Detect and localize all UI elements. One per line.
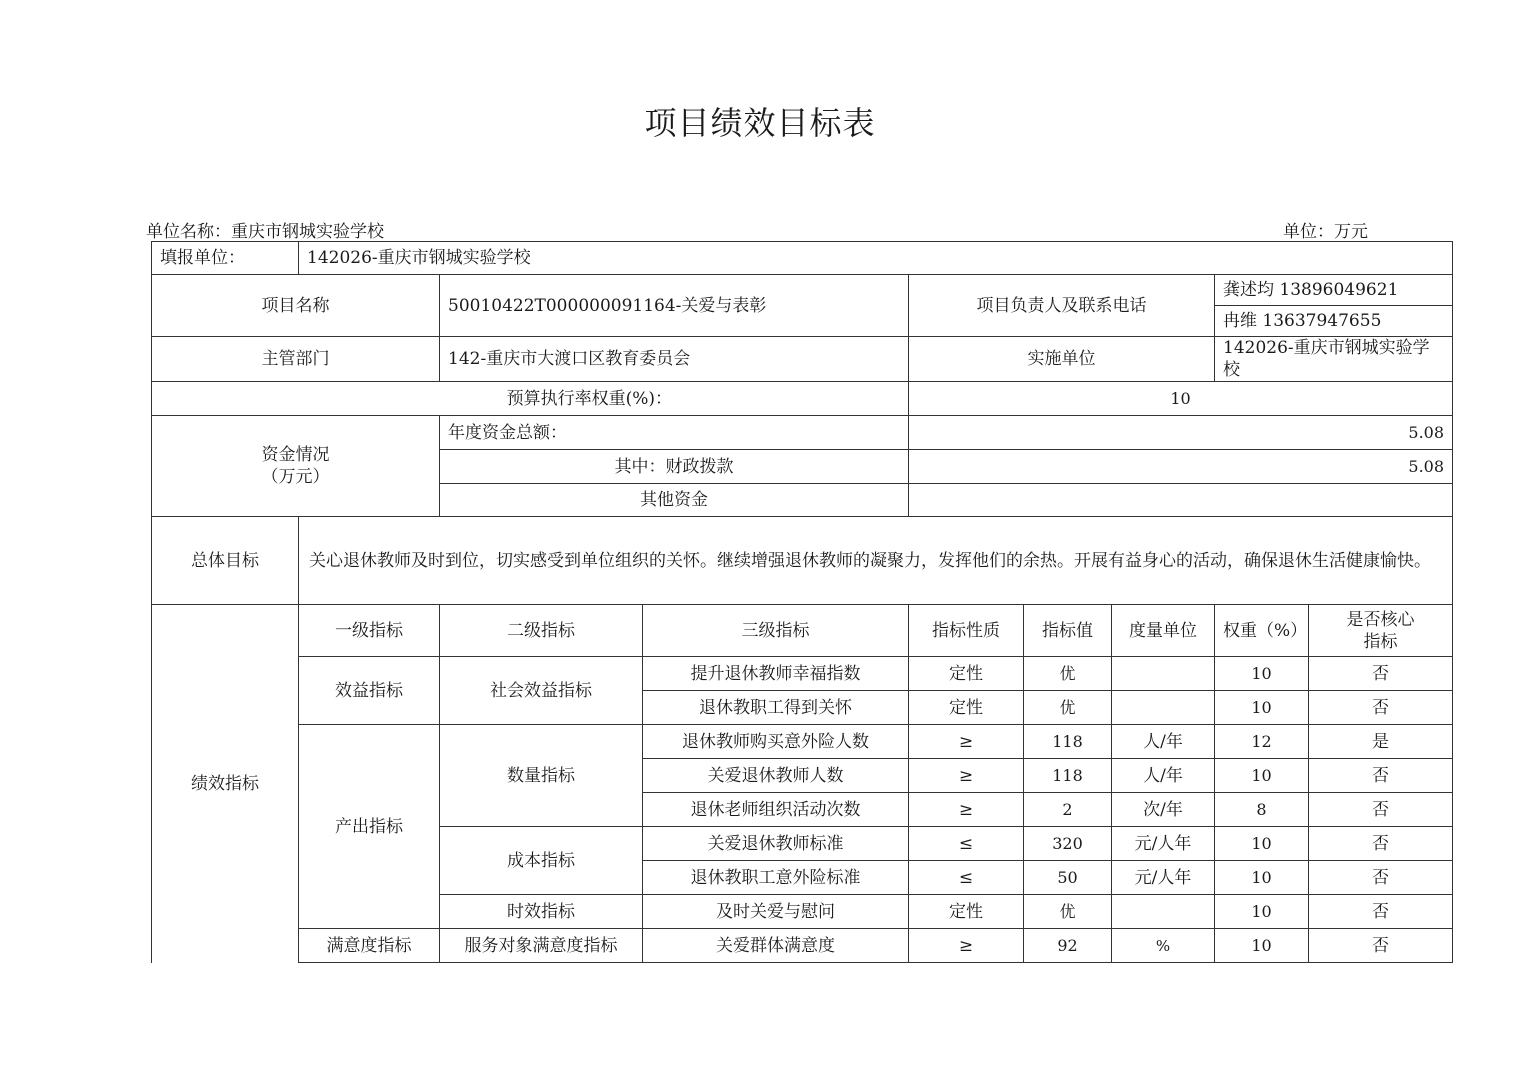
group-social: 社会效益指标 [440,657,643,725]
indicator-nature: ≥ [909,759,1024,793]
indicator-unit: % [1112,929,1215,963]
annual-total-value: 5.08 [909,416,1453,450]
indicator-core: 是 [1309,725,1453,759]
indicator-nature: 定性 [909,691,1024,725]
indicator-value: 118 [1024,725,1112,759]
indicator-weight: 10 [1215,827,1309,861]
indicator-core: 否 [1309,895,1453,929]
goal-text: 关心退休教师及时到位，切实感受到单位组织的关怀。继续增强退休教师的凝聚力，发挥他们的余热。开展有益身心的活动，确保退休生活健康愉快。 [299,517,1453,605]
indicator-value: 2 [1024,793,1112,827]
header-unit: 度量单位 [1112,605,1215,657]
header-nature: 指标性质 [909,605,1024,657]
group-benefit: 效益指标 [299,657,440,725]
indicator-core: 否 [1309,793,1453,827]
indicator-name: 退休老师组织活动次数 [643,793,909,827]
impl-value: 142026-重庆市钢城实验学校 [1215,337,1453,382]
unit-label: 单位：万元 [1283,222,1368,242]
indicator-unit: 人/年 [1112,725,1215,759]
indicator-core: 否 [1309,691,1453,725]
dept-label: 主管部门 [152,337,440,382]
group-timeliness: 时效指标 [440,895,643,929]
indicator-core: 否 [1309,827,1453,861]
header-level2: 二级指标 [440,605,643,657]
funds-label [152,416,440,517]
indicator-unit: 元/人年 [1112,861,1215,895]
fill-unit-value: 142026-重庆市钢城实验学校 [299,242,1453,275]
group-cost: 成本指标 [440,827,643,895]
budget-weight-value: 10 [909,382,1453,416]
indicator-weight: 10 [1215,895,1309,929]
indicator-name: 关爱退休教师标准 [643,827,909,861]
indicator-name: 退休教职工意外险标准 [643,861,909,895]
goal-label: 总体目标 [152,517,299,605]
indicator-weight: 10 [1215,759,1309,793]
indicator-unit [1112,657,1215,691]
indicator-value: 92 [1024,929,1112,963]
fiscal-label: 其中：财政拨款 [440,450,909,484]
project-name-label: 项目名称 [152,275,440,337]
fill-unit-label: 填报单位： [152,242,299,275]
indicator-weight: 10 [1215,657,1309,691]
indicator-name: 关爱群体满意度 [643,929,909,963]
dept-value: 142-重庆市大渡口区教育委员会 [440,337,909,382]
indicator-core: 否 [1309,759,1453,793]
indicator-name: 退休教职工得到关怀 [643,691,909,725]
indicator-nature: 定性 [909,657,1024,691]
indicator-weight: 10 [1215,861,1309,895]
indicator-value: 优 [1024,691,1112,725]
project-name-value: 50010422T000000091164-关爱与表彰 [440,275,909,337]
performance-table [151,241,1453,963]
group-satisfaction: 满意度指标 [299,929,440,963]
indicator-nature: ≤ [909,827,1024,861]
indicator-nature: ≥ [909,725,1024,759]
header-core [1309,605,1453,657]
group-output: 产出指标 [299,725,440,929]
annual-total-label: 年度资金总额： [440,416,909,450]
manager-contact-2: 冉维 13637947655 [1215,306,1453,337]
indicator-nature: ≤ [909,861,1024,895]
budget-weight-label: 预算执行率权重(%)： [152,382,909,416]
indicator-nature: ≥ [909,793,1024,827]
indicator-weight: 12 [1215,725,1309,759]
indicator-unit [1112,691,1215,725]
indicator-name: 关爱退休教师人数 [643,759,909,793]
indicator-weight: 10 [1215,929,1309,963]
indicator-name: 提升退休教师幸福指数 [643,657,909,691]
group-quantity: 数量指标 [440,725,643,827]
indicator-value: 320 [1024,827,1112,861]
indicator-core: 否 [1309,861,1453,895]
indicator-name: 及时关爱与慰问 [643,895,909,929]
indicator-value: 50 [1024,861,1112,895]
header-weight: 权重（%） [1215,605,1309,657]
page-title: 项目绩效目标表 [644,104,876,142]
manager-label: 项目负责人及联系电话 [909,275,1215,337]
manager-contact-1: 龚述均 13896049621 [1215,275,1453,306]
indicator-value: 优 [1024,895,1112,929]
funds-unit-text: （万元） [261,467,330,487]
indicator-core: 否 [1309,929,1453,963]
indicator-weight: 8 [1215,793,1309,827]
indicator-name: 退休教师购买意外险人数 [643,725,909,759]
funds-label-text: 资金情况 [261,445,330,465]
unit-name-label: 单位名称：重庆市钢城实验学校 [146,222,384,242]
indicator-value: 优 [1024,657,1112,691]
indicator-unit [1112,895,1215,929]
indicator-unit: 元/人年 [1112,827,1215,861]
indicator-unit: 人/年 [1112,759,1215,793]
indicator-nature: 定性 [909,895,1024,929]
indicator-unit: 次/年 [1112,793,1215,827]
header-level3: 三级指标 [643,605,909,657]
other-funds-value [909,484,1453,517]
impl-label: 实施单位 [909,337,1215,382]
indicator-nature: ≥ [909,929,1024,963]
other-funds-label: 其他资金 [440,484,909,517]
indicator-weight: 10 [1215,691,1309,725]
header-value: 指标值 [1024,605,1112,657]
perf-label: 绩效指标 [152,605,299,963]
group-service: 服务对象满意度指标 [440,929,643,963]
header-core-line2: 指标 [1363,631,1398,652]
indicator-value: 118 [1024,759,1112,793]
indicator-core: 否 [1309,657,1453,691]
header-core-line1: 是否核心 [1346,609,1415,630]
fiscal-value: 5.08 [909,450,1453,484]
header-level1: 一级指标 [299,605,440,657]
